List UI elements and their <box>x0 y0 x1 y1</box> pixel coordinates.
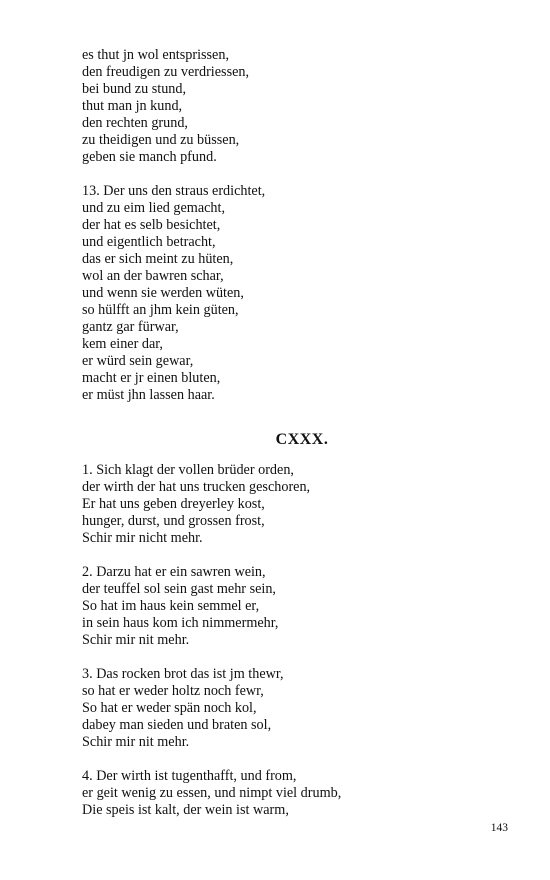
verse-line: bei bund zu stund, <box>82 81 187 97</box>
verse-line: und wenn sie werden wüten, <box>82 285 244 301</box>
verse-line: Schir mir nicht mehr. <box>82 530 203 546</box>
verse-line: der wirth der hat uns trucken geschoren, <box>82 479 311 495</box>
verse-line: den freudigen zu verdriessen, <box>82 64 250 80</box>
verse-line: dabey man sieden und braten sol, <box>82 717 272 733</box>
verse-line: 1. Sich klagt der vollen brüder orden, <box>82 462 294 478</box>
verse-line: den rechten grund, <box>82 115 188 131</box>
verse-line: Schir mir nit mehr. <box>82 734 190 750</box>
verse-line: So hat er weder spän noch kol, <box>82 700 257 716</box>
verse-line: so hat er weder holtz noch fewr, <box>82 683 264 699</box>
page-number: 143 <box>490 822 508 834</box>
section-heading: CXXX. <box>275 431 329 448</box>
verse-line: So hat im haus kein semmel er, <box>82 598 260 614</box>
verse-line: und eigentlich betracht, <box>82 234 216 250</box>
verse-line: der hat es selb besichtet, <box>82 217 221 233</box>
verse-line: er müst jhn lassen haar. <box>82 387 215 403</box>
verse-line: thut man jn kund, <box>82 98 183 114</box>
verse-line: 3. Das rocken brot das ist jm thewr, <box>82 666 284 682</box>
verse-line: so hülfft an jhm kein güten, <box>82 302 239 318</box>
page-body <box>82 47 522 819</box>
verse-line: hunger, durst, und grossen frost, <box>82 513 265 529</box>
verse-line: kem einer dar, <box>82 336 163 352</box>
verse-line: macht er jr einen bluten, <box>82 370 221 386</box>
stanza-13 <box>82 183 522 404</box>
verse-line: zu theidigen und zu büssen, <box>82 132 240 148</box>
verse-line: Schir mir nit mehr. <box>82 632 190 648</box>
verse-line: Er hat uns geben dreyerley kost, <box>82 496 265 512</box>
verse-line: 13. Der uns den straus erdichtet, <box>82 183 266 199</box>
verse-line: 2. Darzu hat er ein sawren wein, <box>82 564 266 580</box>
verse-line: und zu eim lied gemacht, <box>82 200 226 216</box>
verse-line: das er sich meint zu hüten, <box>82 251 234 267</box>
stanza-12-tail <box>82 47 522 166</box>
verse-line: wol an der bawren schar, <box>82 268 224 284</box>
verse-line: in sein haus kom ich nimmermehr, <box>82 615 279 631</box>
stanza-2 <box>82 564 522 649</box>
stanza-1 <box>82 462 522 547</box>
verse-line: Die speis ist kalt, der wein ist warm, <box>82 802 289 818</box>
stanza-3 <box>82 666 522 751</box>
verse-line: geben sie manch pfund. <box>82 149 217 165</box>
verse-line: er würd sein gewar, <box>82 353 194 369</box>
verse-line: gantz gar fürwar, <box>82 319 179 335</box>
verse-line: es thut jn wol entsprissen, <box>82 47 229 63</box>
verse-line: 4. Der wirth ist tugenthafft, und from, <box>82 768 297 784</box>
verse-line: der teuffel sol sein gast mehr sein, <box>82 581 276 597</box>
stanza-4 <box>82 768 522 819</box>
verse-line: er geit wenig zu essen, und nimpt viel drumb, <box>82 785 342 801</box>
